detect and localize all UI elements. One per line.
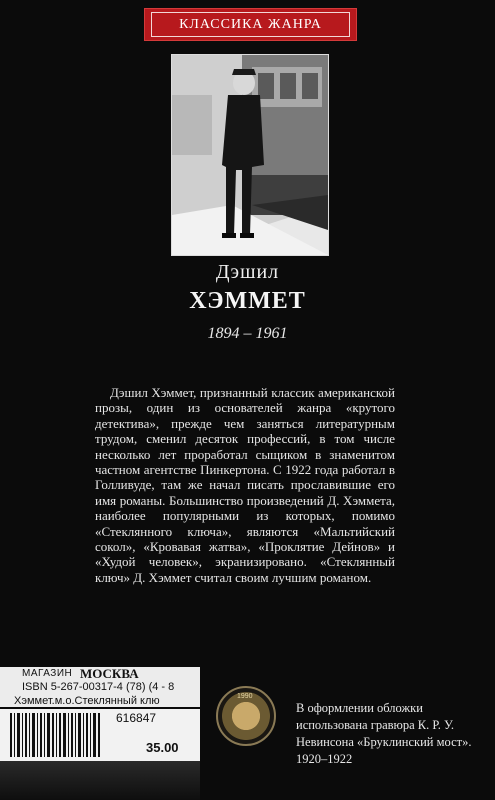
award-seal (216, 686, 276, 746)
bottom-strip (0, 761, 200, 800)
series-banner-frame (151, 12, 350, 37)
author-last-name: ХЭММЕТ (189, 288, 306, 314)
cover-credit: В оформлении обложки использована гравюра К. Р. У. Невинсона «Бруклинский мост». 1920–1922 (296, 700, 472, 766)
barcode (8, 713, 104, 757)
seal-year: 1990 (237, 693, 253, 700)
author-photo (171, 54, 329, 256)
author-years: 1894 – 1961 (207, 325, 288, 342)
shop-label: МАГАЗИН (22, 668, 73, 679)
series-label: КЛАССИКА ЖАНРА (179, 16, 322, 32)
stock-code: 616847 (116, 711, 157, 725)
author-block (0, 261, 495, 343)
price-sticker (0, 709, 200, 761)
shop-name: МОСКВА (80, 666, 139, 681)
shop-sticker (0, 667, 200, 707)
author-bio: Дэшил Хэммет, признанный классик американской прозы, один из основателей жанра «крутого детектива», прежде чем заняться литературным трудом, сменил десяток профессий, в том числе несколько лет проработал сыщиком в знаменитом частном агентстве Пинкертона. С 1922 года работал в Голливуде, там же начал писать прославившие его имя романы. Большинство произведений Д. Хэммета, наиболее популярными из которых, помимо «Стеклянного ключа», являются «Мальтийский сокол», «Кровавая жатва», «Проклятие Дейнов» и «Худой человек», экранизировано. «Стеклянный ключ» Д. Хэммет считал своим лучшим романом. (95, 385, 395, 585)
book-title-line: Хэммет.м.о.Стеклянный клю (14, 695, 160, 707)
author-first-name: Дэшил (215, 261, 280, 283)
series-banner (144, 8, 357, 41)
isbn-line: ISBN 5-267-00317-4 (78) (4 - 8 (22, 681, 175, 693)
price: 35.00 (146, 740, 179, 755)
